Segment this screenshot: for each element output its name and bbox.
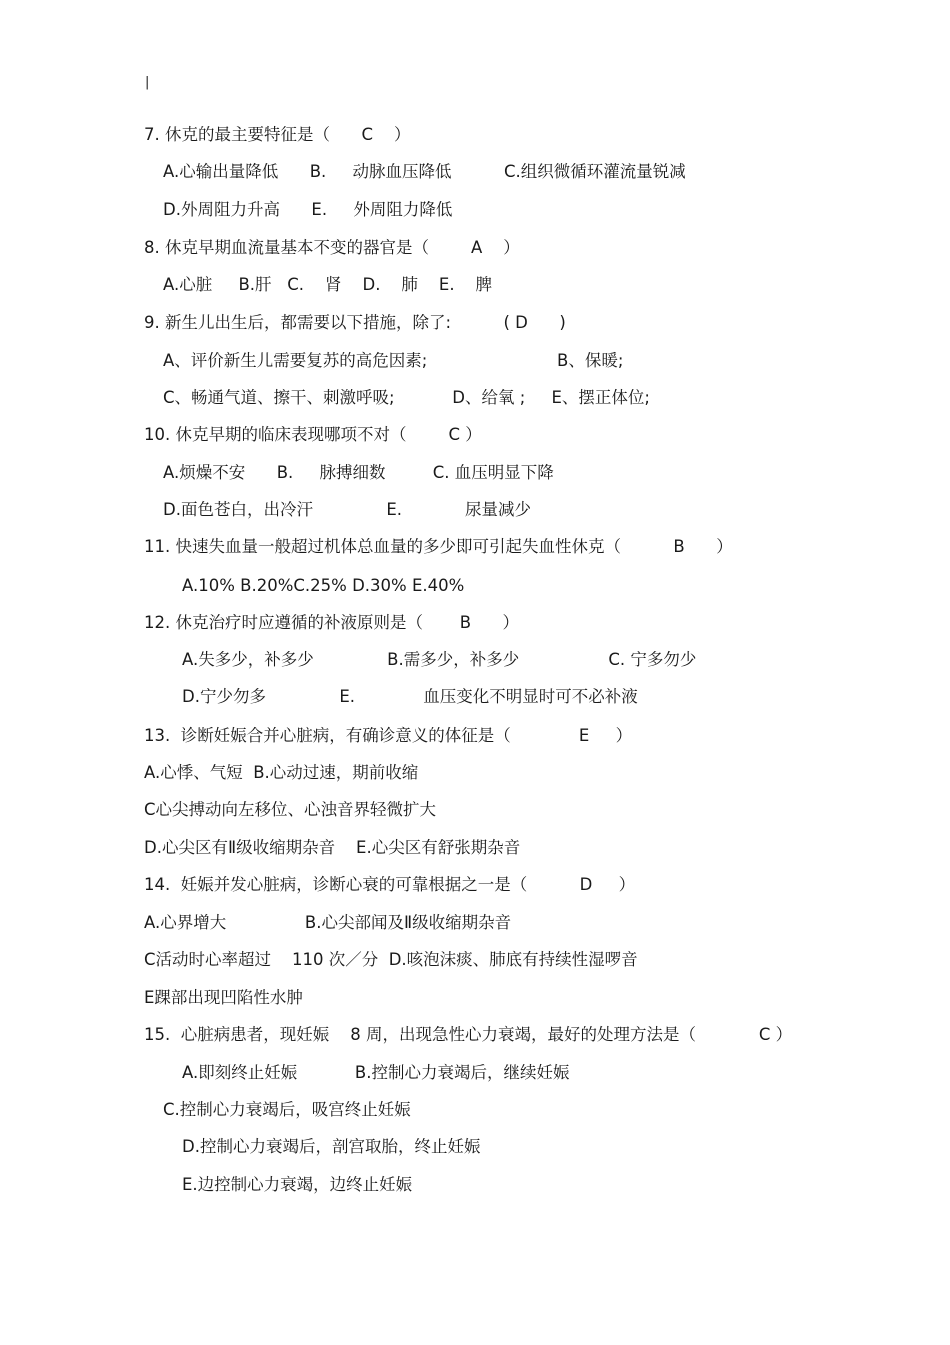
- question-13-options-line-3: D.心尖区有Ⅱ级收缩期杂音 E.心尖区有舒张期杂音: [144, 838, 521, 857]
- question-13-options-line-1: A.心悸、气短 B.心动过速，期前收缩: [144, 763, 419, 782]
- question-8: 8. 休克早期血流量基本不变的器官是（ A ）: [144, 238, 520, 257]
- question-14: 14. 妊娠并发心脏病，诊断心衰的可靠根据之一是（ D ）: [144, 875, 636, 894]
- question-7: 7. 休克的最主要特征是（ C ）: [144, 125, 411, 144]
- question-15-options-line-3: D.控制心力衰竭后，剖宫取胎，终止妊娠: [182, 1137, 481, 1156]
- question-11-options: A.10% B.20%C.25% D.30% E.40%: [182, 576, 465, 595]
- question-9-option-b: B、保暖;: [557, 351, 624, 370]
- question-15-options-line-2: C.控制心力衰竭后，吸宫终止妊娠: [163, 1100, 411, 1119]
- question-12-options-line-1: A.失多少，补多少 B.需多少，补多少 C. 宁多勿少: [182, 650, 697, 669]
- question-15-options-line-1: A.即刻终止妊娠 B.控制心力衰竭后，继续妊娠: [182, 1063, 570, 1082]
- question-10: 10. 休克早期的临床表现哪项不对（ C ）: [144, 425, 482, 444]
- question-14-options-line-3: E踝部出现凹陷性水肿: [144, 988, 303, 1007]
- question-13-options-line-2: C心尖搏动向左移位、心浊音界轻微扩大: [144, 800, 437, 819]
- question-10-options-line-2: D.面色苍白，出冷汗 E. 尿量减少: [163, 500, 531, 519]
- question-8-options: A.心脏 B.肝 C. 肾 D. 肺 E. 脾: [163, 275, 493, 294]
- header-mark: |: [145, 75, 150, 90]
- question-15-options-line-4: E.边控制心力衰竭，边终止妊娠: [182, 1175, 413, 1194]
- question-7-options-line-1: A.心输出量降低 B. 动脉血压降低 C.组织微循环灌流量锐减: [163, 162, 686, 181]
- question-15: 15. 心脏病患者，现妊娠 8 周，出现急性心力衰竭，最好的处理方法是（ C ）: [144, 1025, 793, 1044]
- question-12: 12. 休克治疗时应遵循的补液原则是（ B ）: [144, 613, 519, 632]
- question-12-options-line-2: D.宁少勿多 E. 血压变化不明显时可不必补液: [182, 687, 638, 706]
- question-9-option-a: A、评价新生儿需要复苏的高危因素;: [163, 351, 428, 370]
- question-9-options-line-2: C、畅通气道、擦干、刺激呼吸; D、给氧 ; E、摆正体位;: [163, 388, 650, 407]
- question-10-options-line-1: A.烦燥不安 B. 脉搏细数 C. 血压明显下降: [163, 463, 554, 482]
- question-14-options-line-2: C活动时心率超过 110 次／分 D.咳泡沫痰、肺底有持续性湿啰音: [144, 950, 638, 969]
- question-9: 9. 新生儿出生后，都需要以下措施，除了: ( D ): [144, 313, 566, 332]
- question-7-options-line-2: D.外周阻力升高 E. 外周阻力降低: [163, 200, 453, 219]
- question-11: 11. 快速失血量一般超过机体总血量的多少即可引起失血性休克（ B ）: [144, 537, 733, 556]
- question-14-options-line-1: A.心界增大 B.心尖部闻及Ⅱ级收缩期杂音: [144, 913, 512, 932]
- question-13: 13. 诊断妊娠合并心脏病，有确诊意义的体征是（ E ）: [144, 726, 633, 745]
